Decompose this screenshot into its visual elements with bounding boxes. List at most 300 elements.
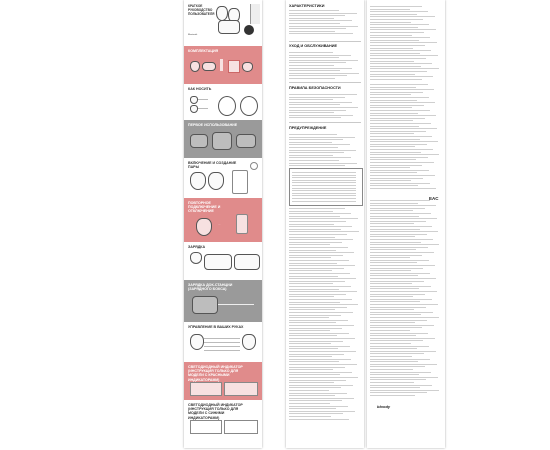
text-line	[370, 97, 429, 98]
text-line	[289, 157, 351, 158]
how-to-wear-section	[184, 84, 262, 120]
text-line	[370, 113, 418, 114]
text-line	[370, 66, 421, 67]
text-line	[289, 398, 354, 399]
earbud-icon	[190, 252, 202, 264]
text-line	[370, 218, 437, 219]
text-line	[370, 312, 433, 313]
case-illustration	[236, 134, 256, 148]
text-line	[289, 216, 340, 217]
text-line	[370, 229, 420, 230]
text-line	[289, 317, 329, 318]
text-line	[370, 100, 417, 101]
text-line	[370, 11, 428, 12]
text-line	[370, 149, 433, 150]
text-line	[370, 154, 439, 155]
text-line	[289, 23, 340, 24]
bloody-logo-icon	[244, 25, 254, 35]
power-on-pairing-section	[184, 158, 262, 198]
text-line	[289, 28, 346, 29]
text-line	[289, 411, 355, 412]
text-line	[370, 89, 434, 90]
text-line	[370, 139, 420, 140]
text-line	[289, 160, 339, 161]
led-table	[190, 420, 222, 434]
text-line	[370, 327, 422, 328]
text-line	[289, 359, 351, 360]
earbud-illustration	[242, 334, 256, 350]
text-line	[289, 139, 343, 140]
case-open-illustration	[212, 132, 232, 150]
text-line	[289, 387, 341, 388]
earbud-illustration	[196, 218, 212, 236]
text-line	[370, 63, 432, 64]
text-line	[292, 175, 356, 176]
earbud-illustration	[190, 172, 206, 190]
text-line	[289, 70, 340, 71]
text-line	[370, 387, 420, 388]
text-line	[289, 369, 333, 370]
text-line	[289, 73, 359, 74]
text-line	[289, 312, 353, 313]
text-line	[289, 226, 352, 227]
text-line	[289, 400, 342, 401]
text-line	[289, 268, 344, 269]
phone-illustration	[236, 214, 248, 234]
text-line	[370, 48, 413, 49]
text-line	[370, 260, 429, 261]
case-illustration	[234, 254, 260, 270]
text-line	[370, 307, 426, 308]
text-line	[289, 60, 358, 61]
text-line	[289, 10, 339, 11]
led-table	[224, 382, 258, 396]
section-title: ЗАРЯДКА ДОК-СТАНЦИИ (ЗАРЯДНОГО БОКСА)	[188, 283, 233, 292]
text-line	[289, 315, 341, 316]
text-line	[289, 218, 358, 219]
text-line	[289, 276, 338, 277]
text-line	[292, 188, 356, 189]
text-line	[370, 252, 434, 253]
text-line	[370, 340, 423, 341]
text-line	[289, 406, 348, 407]
text-line	[370, 79, 422, 80]
section-title: ПРЕДУПРЕЖДЕНИЕ	[289, 126, 327, 130]
text-line	[370, 273, 430, 274]
text-line	[289, 408, 336, 409]
brand-logo: bloody	[377, 404, 391, 409]
text-line	[370, 379, 426, 380]
cover-title: КРАТКОЕ РУКОВОДСТВО ПОЛЬЗОВАТЕЛЯ	[188, 4, 215, 17]
text-line	[292, 182, 356, 183]
text-line	[289, 333, 349, 334]
text-line	[370, 178, 423, 179]
text-line	[370, 14, 417, 15]
text-line	[370, 126, 419, 127]
text-line	[370, 223, 414, 224]
text-line	[370, 325, 434, 326]
text-line	[370, 61, 414, 62]
text-line	[370, 118, 425, 119]
text-line	[370, 291, 437, 292]
text-line	[289, 283, 333, 284]
text-line	[289, 356, 332, 357]
text-line	[370, 157, 428, 158]
text-line	[370, 175, 435, 176]
eac-mark: EAC	[429, 196, 439, 201]
text-line	[289, 328, 342, 329]
text-line	[289, 97, 345, 98]
case-illustration	[204, 254, 232, 270]
text-line	[370, 288, 419, 289]
led-table	[190, 382, 222, 396]
text-line	[289, 250, 336, 251]
text-line	[370, 278, 436, 279]
text-line	[289, 302, 340, 303]
text-line	[289, 155, 333, 156]
text-line	[289, 273, 350, 274]
text-line	[370, 226, 432, 227]
text-line	[289, 247, 348, 248]
text-line	[289, 163, 357, 164]
text-line	[370, 120, 413, 121]
text-line	[289, 244, 330, 245]
section-title: УПРАВЛЕНИЕ В ВАШИХ РУКАХ	[188, 325, 244, 329]
earbud-illustration	[208, 172, 224, 190]
text-line	[289, 152, 344, 153]
cable-line	[218, 304, 254, 305]
text-line	[370, 333, 428, 334]
text-line	[370, 9, 410, 10]
text-line	[289, 62, 346, 63]
text-line	[370, 216, 419, 217]
text-line	[289, 395, 335, 396]
text-line	[289, 134, 337, 135]
text-line	[370, 205, 436, 206]
text-line	[289, 107, 358, 108]
text-line	[370, 231, 438, 232]
text-line	[370, 53, 420, 54]
earbud-illustration	[216, 6, 228, 21]
text-line	[370, 322, 415, 323]
text-line	[289, 322, 336, 323]
text-line	[289, 335, 337, 336]
text-line	[289, 281, 345, 282]
text-line	[289, 343, 331, 344]
ear-illustration	[240, 96, 258, 116]
text-line	[289, 361, 339, 362]
text-line	[289, 263, 337, 264]
text-line	[289, 354, 344, 355]
text-line	[289, 26, 358, 27]
text-line	[370, 128, 437, 129]
text-line	[289, 65, 334, 66]
text-line	[370, 249, 416, 250]
reconnect-section: ПОВТОРНОЕ ПОДКЛЮЧЕНИЕ И ОТКЛЮЧЕНИЕ ···	[184, 198, 262, 242]
text-line	[370, 37, 430, 38]
text-line	[370, 22, 411, 23]
text-line	[289, 294, 346, 295]
text-line	[289, 278, 356, 279]
text-line	[289, 18, 334, 19]
text-line	[370, 35, 412, 36]
text-line	[289, 52, 333, 53]
text-line	[370, 255, 422, 256]
text-line	[289, 239, 353, 240]
text-line	[370, 208, 425, 209]
text-line	[370, 359, 430, 360]
guide-panel-back	[367, 0, 445, 448]
text-line	[289, 419, 349, 420]
text-line	[292, 180, 356, 181]
text-line	[289, 99, 333, 100]
text-line	[370, 351, 436, 352]
text-line	[292, 172, 356, 173]
earbud-icon	[190, 96, 198, 104]
text-line	[370, 281, 424, 282]
text-line	[370, 94, 411, 95]
manual-icon	[228, 60, 240, 73]
text-line	[289, 372, 352, 373]
text-line	[289, 117, 341, 118]
text-line	[370, 68, 439, 69]
text-line	[370, 55, 438, 56]
text-line	[370, 141, 438, 142]
text-line	[289, 234, 347, 235]
text-line	[370, 42, 437, 43]
text-line	[289, 94, 357, 95]
led-blue-section	[184, 400, 262, 448]
first-use-section	[184, 120, 262, 158]
text-line	[370, 200, 430, 201]
text-line	[370, 343, 411, 344]
eartips-icon	[242, 62, 253, 72]
text-line	[370, 268, 423, 269]
text-line	[289, 211, 333, 212]
section-title: ЗАРЯДКА	[188, 245, 206, 249]
text-line	[370, 144, 427, 145]
bluetooth-label: Bluetooth	[188, 34, 198, 36]
cable-icon	[220, 59, 223, 71]
text-line	[370, 390, 439, 391]
text-line	[289, 325, 354, 326]
text-line	[289, 78, 335, 79]
text-line	[289, 252, 354, 253]
text-line	[370, 172, 417, 173]
text-line	[370, 123, 431, 124]
text-line	[370, 210, 413, 211]
text-line	[289, 57, 339, 58]
text-line	[289, 237, 335, 238]
text-line	[289, 385, 353, 386]
text-line	[289, 374, 340, 375]
text-line	[289, 338, 355, 339]
text-line	[289, 33, 353, 34]
led-table	[224, 420, 258, 434]
text-line	[289, 150, 356, 151]
text-line	[370, 165, 422, 166]
text-line	[370, 87, 416, 88]
text-line	[370, 107, 412, 108]
text-line	[289, 55, 351, 56]
text-line	[289, 102, 352, 103]
text-line	[370, 265, 435, 266]
text-line	[289, 346, 350, 347]
text-line	[289, 364, 357, 365]
text-line	[370, 364, 437, 365]
text-line	[292, 201, 356, 202]
text-line	[370, 29, 436, 30]
text-line	[292, 190, 356, 191]
text-line	[370, 115, 436, 116]
text-line	[370, 244, 439, 245]
text-line	[289, 403, 330, 404]
text-line	[292, 198, 356, 199]
text-line	[370, 395, 415, 396]
text-line	[370, 110, 430, 111]
text-line	[289, 112, 334, 113]
text-line	[289, 309, 335, 310]
charging-case-illustration	[218, 20, 240, 34]
text-line	[289, 260, 349, 261]
text-line	[370, 105, 424, 106]
text-line	[370, 270, 411, 271]
text-line	[370, 221, 426, 222]
text-line	[289, 115, 353, 116]
text-line	[370, 188, 436, 189]
text-line	[289, 413, 343, 414]
text-line	[289, 104, 340, 105]
text-line	[370, 283, 412, 284]
text-line	[370, 286, 431, 287]
text-line	[370, 162, 434, 163]
text-line	[370, 257, 410, 258]
text-line	[370, 304, 438, 305]
text-line	[370, 317, 439, 318]
earbud-icon	[190, 61, 200, 72]
section-title: СВЕТОДИОДНЫЙ ИНДИКАТОР (ИНСТРУКЦИЯ ТОЛЬКО ДЛЯ МОДЕЛИ С КРАСНЫМИ ИНДИКАТОРАМИ)	[188, 365, 243, 382]
text-line	[289, 147, 338, 148]
text-line	[370, 71, 427, 72]
section-title: КОМПЛЕКТАЦИЯ	[188, 49, 219, 53]
text-line	[370, 45, 425, 46]
text-line	[370, 183, 430, 184]
text-line	[289, 68, 352, 69]
text-line	[370, 76, 433, 77]
text-line	[370, 40, 419, 41]
section-title: ПЕРВОЕ ИСПОЛЬЗОВАНИЕ	[188, 123, 238, 127]
section-title: ПРАВИЛА БЕЗОПАСНОСТИ	[289, 86, 341, 90]
text-line	[370, 330, 410, 331]
text-line	[370, 131, 426, 132]
text-line	[370, 234, 427, 235]
text-line	[370, 159, 416, 160]
text-line	[370, 146, 415, 147]
text-line	[370, 299, 432, 300]
guide-panel-specs	[286, 0, 364, 448]
text-line	[289, 242, 342, 243]
text-line	[289, 307, 347, 308]
text-line	[289, 291, 357, 292]
text-line	[370, 185, 418, 186]
phone-illustration	[232, 170, 248, 194]
text-line	[289, 213, 351, 214]
text-line	[370, 296, 413, 297]
text-line	[370, 392, 427, 393]
text-line	[370, 338, 435, 339]
text-line	[289, 265, 355, 266]
text-line	[370, 24, 429, 25]
text-line	[289, 289, 339, 290]
text-line	[289, 165, 345, 166]
text-line	[289, 348, 338, 349]
text-line	[289, 75, 347, 76]
text-line	[370, 213, 431, 214]
text-line	[370, 32, 424, 33]
text-line	[370, 374, 419, 375]
section-title: КАК НОСИТЬ	[188, 87, 212, 91]
info-icon	[250, 162, 258, 170]
section-title: ПОВТОРНОЕ ПОДКЛЮЧЕНИЕ И ОТКЛЮЧЕНИЕ	[188, 201, 221, 214]
text-line	[289, 341, 343, 342]
text-line	[292, 185, 356, 186]
text-line	[289, 380, 346, 381]
ear-illustration	[218, 96, 236, 116]
text-line	[289, 221, 346, 222]
section-title: ХАРАКТЕРИСТИКИ	[289, 4, 325, 8]
text-line	[370, 203, 418, 204]
text-line	[292, 195, 356, 196]
text-line	[370, 74, 415, 75]
text-line	[370, 369, 413, 370]
text-line	[289, 351, 356, 352]
text-line	[370, 361, 418, 362]
text-line	[289, 255, 343, 256]
text-line	[370, 58, 426, 59]
model-tab	[250, 4, 260, 24]
case-icon	[202, 62, 216, 71]
text-line	[289, 382, 334, 383]
text-line	[370, 346, 429, 347]
package-contents-section	[184, 46, 262, 84]
controls-section	[184, 322, 262, 362]
text-line	[289, 31, 335, 32]
text-line	[370, 314, 421, 315]
earbud-icon	[190, 105, 198, 113]
case-illustration	[192, 296, 218, 314]
text-line	[289, 270, 332, 271]
text-line	[370, 262, 417, 263]
text-line	[370, 348, 417, 349]
text-line	[370, 92, 423, 93]
text-line	[370, 372, 431, 373]
text-line	[289, 224, 334, 225]
text-line	[289, 393, 347, 394]
section-title: УХОД И ОБСЛУЖИВАНИЕ	[289, 44, 338, 48]
text-line	[370, 167, 410, 168]
text-line	[370, 356, 412, 357]
text-line	[370, 377, 438, 378]
text-line	[370, 136, 432, 137]
case-illustration	[190, 134, 208, 148]
text-line	[370, 385, 432, 386]
text-line	[370, 247, 428, 248]
text-line	[292, 177, 356, 178]
text-line	[370, 366, 425, 367]
text-line	[289, 137, 355, 138]
text-line	[289, 377, 358, 378]
text-line	[289, 296, 334, 297]
